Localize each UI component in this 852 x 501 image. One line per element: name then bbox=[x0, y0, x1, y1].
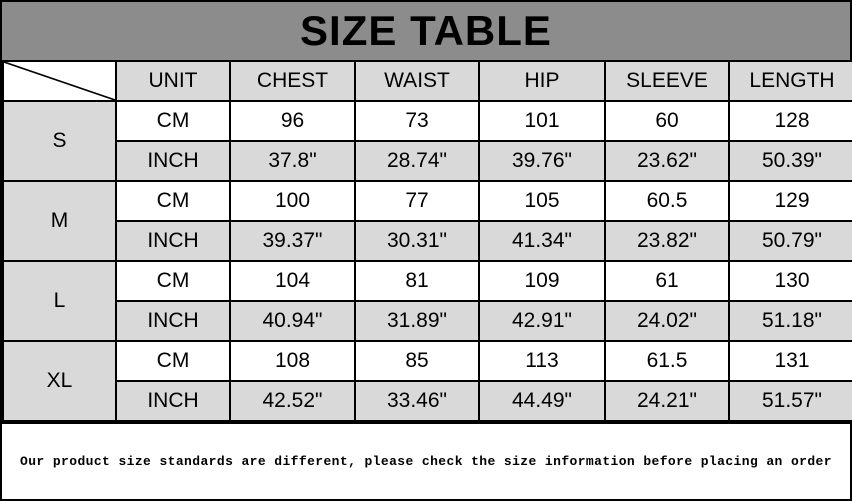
column-header-chest: CHEST bbox=[230, 61, 355, 101]
measurement-cell: 105 bbox=[479, 181, 605, 221]
measurement-cell: 33.46" bbox=[355, 381, 479, 421]
unit-cell-m-cm: CM bbox=[116, 181, 230, 221]
column-header-waist: WAIST bbox=[355, 61, 479, 101]
table-row bbox=[3, 181, 852, 221]
measurement-cell: 73 bbox=[355, 101, 479, 141]
size-label-l: L bbox=[3, 261, 116, 341]
measurement-cell: 50.79" bbox=[729, 221, 852, 261]
measurement-cell: 51.57" bbox=[729, 381, 852, 421]
table-row bbox=[3, 261, 852, 301]
corner-diagonal-cell bbox=[3, 61, 116, 101]
measurement-cell: 28.74" bbox=[355, 141, 479, 181]
measurement-cell: 42.91" bbox=[479, 301, 605, 341]
header-row bbox=[3, 61, 852, 101]
measurement-cell: 130 bbox=[729, 261, 852, 301]
measurement-cell: 42.52" bbox=[230, 381, 355, 421]
column-header-unit: UNIT bbox=[116, 61, 230, 101]
footnote-text: Our product size standards are different, please check the size information before placing an order bbox=[20, 454, 832, 469]
unit-cell-xl-inch: INCH bbox=[116, 381, 230, 421]
measurement-cell: 96 bbox=[230, 101, 355, 141]
unit-cell-l-cm: CM bbox=[116, 261, 230, 301]
table-row bbox=[3, 221, 852, 261]
measurement-cell: 23.82" bbox=[605, 221, 729, 261]
measurement-cell: 129 bbox=[729, 181, 852, 221]
column-header-hip: HIP bbox=[479, 61, 605, 101]
size-table bbox=[2, 60, 852, 422]
table-row bbox=[3, 301, 852, 341]
measurement-cell: 108 bbox=[230, 341, 355, 381]
measurement-cell: 109 bbox=[479, 261, 605, 301]
measurement-cell: 30.31" bbox=[355, 221, 479, 261]
unit-cell-l-inch: INCH bbox=[116, 301, 230, 341]
page-title: SIZE TABLE bbox=[300, 7, 552, 54]
footnote-box bbox=[2, 422, 850, 499]
measurement-cell: 85 bbox=[355, 341, 479, 381]
table-row bbox=[3, 341, 852, 381]
table-row bbox=[3, 101, 852, 141]
column-header-sleeve: SLEEVE bbox=[605, 61, 729, 101]
table-row bbox=[3, 141, 852, 181]
size-label-s: S bbox=[3, 101, 116, 181]
measurement-cell: 23.62" bbox=[605, 141, 729, 181]
column-header-length: LENGTH bbox=[729, 61, 852, 101]
measurement-cell: 50.39" bbox=[729, 141, 852, 181]
size-table-title-band bbox=[2, 2, 850, 60]
measurement-cell: 41.34" bbox=[479, 221, 605, 261]
unit-cell-s-cm: CM bbox=[116, 101, 230, 141]
measurement-cell: 24.21" bbox=[605, 381, 729, 421]
size-label-m: M bbox=[3, 181, 116, 261]
measurement-cell: 51.18" bbox=[729, 301, 852, 341]
unit-cell-m-inch: INCH bbox=[116, 221, 230, 261]
measurement-cell: 113 bbox=[479, 341, 605, 381]
measurement-cell: 128 bbox=[729, 101, 852, 141]
measurement-cell: 101 bbox=[479, 101, 605, 141]
size-label-xl: XL bbox=[3, 341, 116, 421]
measurement-cell: 39.76" bbox=[479, 141, 605, 181]
measurement-cell: 77 bbox=[355, 181, 479, 221]
measurement-cell: 39.37" bbox=[230, 221, 355, 261]
measurement-cell: 100 bbox=[230, 181, 355, 221]
unit-cell-s-inch: INCH bbox=[116, 141, 230, 181]
measurement-cell: 44.49" bbox=[479, 381, 605, 421]
measurement-cell: 40.94" bbox=[230, 301, 355, 341]
measurement-cell: 24.02" bbox=[605, 301, 729, 341]
unit-cell-xl-cm: CM bbox=[116, 341, 230, 381]
measurement-cell: 131 bbox=[729, 341, 852, 381]
measurement-cell: 31.89" bbox=[355, 301, 479, 341]
measurement-cell: 61 bbox=[605, 261, 729, 301]
measurement-cell: 60 bbox=[605, 101, 729, 141]
measurement-cell: 104 bbox=[230, 261, 355, 301]
measurement-cell: 81 bbox=[355, 261, 479, 301]
measurement-cell: 61.5 bbox=[605, 341, 729, 381]
diagonal-line-icon bbox=[4, 62, 115, 100]
measurement-cell: 60.5 bbox=[605, 181, 729, 221]
table-row bbox=[3, 381, 852, 421]
measurement-cell: 37.8" bbox=[230, 141, 355, 181]
